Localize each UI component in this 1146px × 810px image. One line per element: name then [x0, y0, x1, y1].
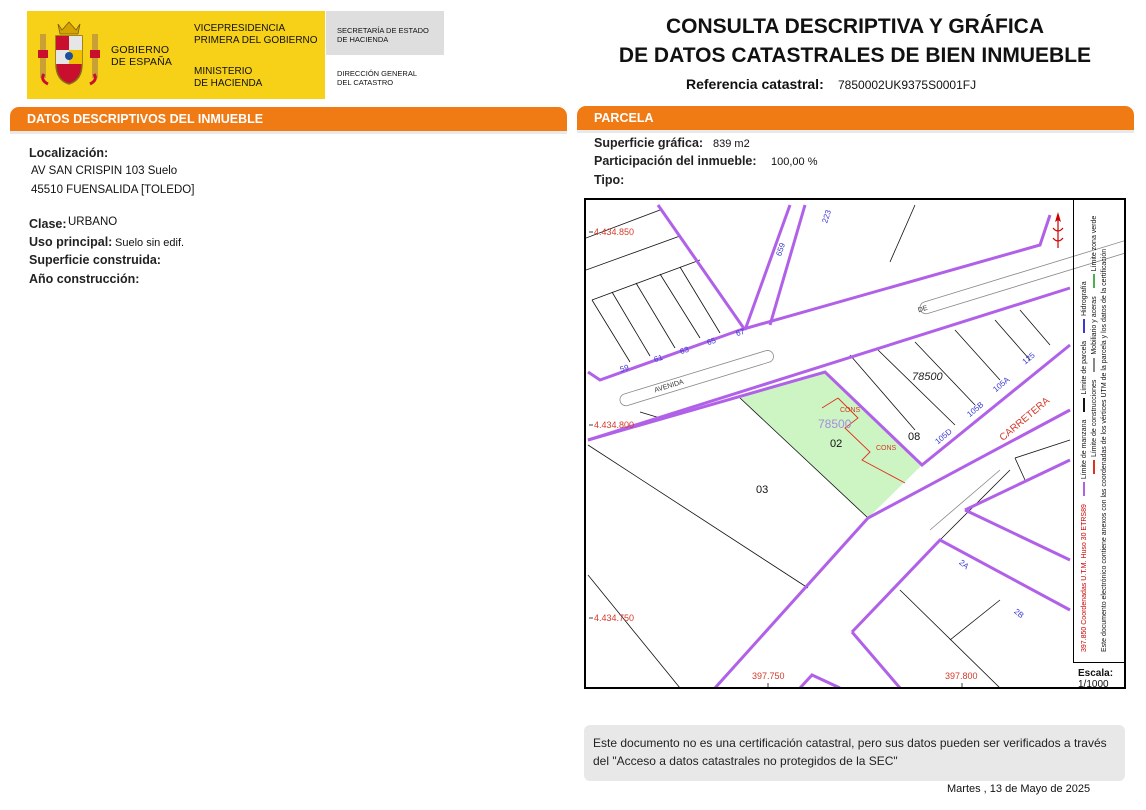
ministerio-label	[194, 66, 262, 90]
section-header-parcela	[577, 106, 1134, 130]
street-number: 63	[678, 344, 691, 357]
direccion-line2: DEL CATASTRO	[337, 78, 394, 87]
clase-value: URBANO	[68, 216, 118, 228]
block-number-label: 78500	[818, 417, 852, 431]
verification-notice: Este documento no es una certificación catastral, pero sus datos pueden ser verificados a través del "Acceso a datos catastrales no protegidos de la SEC"	[584, 725, 1125, 781]
legend-manzana: Límite de manzana	[1081, 419, 1088, 480]
street-number: 67	[734, 326, 747, 339]
title-line1: CONSULTA DESCRIPTIVA Y GRÁFICA	[665, 15, 1045, 38]
legend-parcela: Límite de parcela	[1081, 340, 1088, 395]
scale-value: 1/1000	[1078, 679, 1109, 690]
y-coord-label: 4.434.850	[594, 227, 635, 237]
coat-of-arms-icon	[36, 20, 102, 90]
legend-swatch-hidrografia	[1083, 319, 1085, 333]
cadastral-map-drawing	[586, 200, 1126, 689]
street-number: 2A	[957, 557, 971, 572]
secretaria-label	[337, 26, 429, 44]
section-title-descriptivos: DATOS DESCRIPTIVOS DEL INMUEBLE	[27, 112, 264, 126]
direccion-line1: DIRECCIÓN GENERAL	[337, 69, 418, 78]
superficie-grafica-label: Superficie gráfica:	[594, 136, 704, 150]
x-coord-label: 397.800	[945, 671, 978, 681]
legend-zona-verde: Límite zona verde	[1091, 215, 1098, 272]
tipo-label: Tipo:	[594, 173, 625, 187]
participacion-value: 100,00 %	[771, 156, 818, 168]
legend-row-2	[1090, 207, 1100, 652]
secretaria-line1: SECRETARÍA DE ESTADO	[337, 26, 429, 35]
section-divider	[577, 130, 1134, 133]
street-number: 2B	[1012, 606, 1026, 621]
legend-swatch-parcela	[1083, 398, 1085, 412]
street-name-label: DE	[917, 304, 929, 315]
legend-swatch-mobiliario	[1093, 358, 1095, 372]
section-header-descriptivos	[10, 107, 567, 131]
legend-swatch-manzana	[1083, 482, 1085, 496]
street-number: 125	[1020, 350, 1037, 367]
legend-hidrografia: Hidrografía	[1081, 281, 1088, 317]
ref-label: Referencia catastral:	[686, 76, 824, 92]
construction-label: CONS	[876, 445, 897, 452]
legend-divider	[1073, 200, 1074, 662]
street-number: 223	[820, 208, 834, 225]
legend-row-1	[1080, 207, 1090, 652]
cadastral-map	[584, 198, 1126, 689]
y-coord-label: 4.434.750	[594, 613, 635, 623]
street-number: 61	[652, 352, 665, 365]
legend-annex-note: Este documento electrónico contiene anexos con las coordenadas de los vértices UTM de la parcela y los datos de la certificación	[1101, 248, 1108, 652]
scale-separator	[1073, 662, 1124, 663]
gov-name-line2: DE ESPAÑA	[111, 56, 173, 68]
secretaria-line2: DE HACIENDA	[337, 35, 389, 44]
superficie-construida-label: Superficie construida:	[29, 253, 161, 267]
vicepresidencia-line1: VICEPRESIDENCIA	[194, 23, 286, 34]
street-number: 65	[705, 335, 718, 348]
ministerio-line2: DE HACIENDA	[194, 78, 263, 89]
legend-swatch-construcciones	[1093, 460, 1095, 474]
uso-value: Suelo sin edif.	[115, 237, 185, 249]
street-number: 105D	[933, 426, 954, 447]
street-number: 59	[618, 362, 631, 375]
localizacion-line2: 45510 FUENSALIDA [TOLEDO]	[31, 184, 195, 196]
participacion-label: Participación del inmueble:	[594, 154, 757, 168]
legend-construcciones: Límite de construcciones	[1091, 379, 1098, 458]
construction-label: CONS	[840, 407, 861, 414]
gov-name-line1: GOBIERNO	[111, 44, 170, 56]
uso-label: Uso principal:	[29, 235, 113, 249]
legend-mobiliario: Mobiliario y aceras	[1091, 296, 1098, 355]
parcel-number-label: 03	[756, 484, 769, 496]
ministerio-line1: MINISTERIO	[194, 66, 253, 77]
vicepresidencia-label	[194, 23, 318, 47]
legend-swatch-zona-verde	[1093, 274, 1095, 288]
section-title-parcela: PARCELA	[594, 111, 654, 125]
north-arrow-icon	[1053, 212, 1063, 248]
y-coord-label: 4.434.800	[594, 420, 635, 430]
street-number: 105B	[965, 400, 986, 419]
map-legend	[1080, 207, 1110, 652]
title-line2: DE DATOS CATASTRALES DE BIEN INMUEBLE	[618, 44, 1092, 67]
x-coord-label: 397.750	[752, 671, 785, 681]
gov-name	[111, 44, 172, 68]
street-number: 659	[774, 241, 788, 258]
parcel-number-label: 08	[908, 431, 921, 443]
scale-label: Escala:	[1078, 668, 1114, 679]
section-divider	[10, 131, 567, 134]
legend-coords-note: 397.850 Coordenadas U.T.M. Huso 30 ETRS89	[1081, 504, 1088, 652]
localizacion-line1: AV SAN CRISPIN 103 Suelo	[31, 165, 178, 177]
localizacion-label: Localización:	[29, 146, 109, 160]
document-title	[610, 12, 1100, 70]
document-date: Martes , 13 de Mayo de 2025	[947, 783, 1091, 795]
direccion-label	[337, 69, 417, 87]
vicepresidencia-line2: PRIMERA DEL GOBIERNO	[194, 35, 318, 46]
street-name-label: AVENIDA	[653, 378, 685, 395]
block-number-label: 78500	[912, 371, 943, 383]
anio-construccion-label: Año construcción:	[29, 272, 140, 286]
street-name-label: CARRETERA	[997, 395, 1053, 444]
clase-label: Clase:	[29, 217, 67, 231]
street-number: 105A	[991, 375, 1012, 394]
superficie-grafica-value: 839 m2	[713, 138, 750, 150]
parcel-number-label: 02	[830, 438, 843, 450]
ref-value: 7850002UK9375S0001FJ	[838, 78, 977, 92]
